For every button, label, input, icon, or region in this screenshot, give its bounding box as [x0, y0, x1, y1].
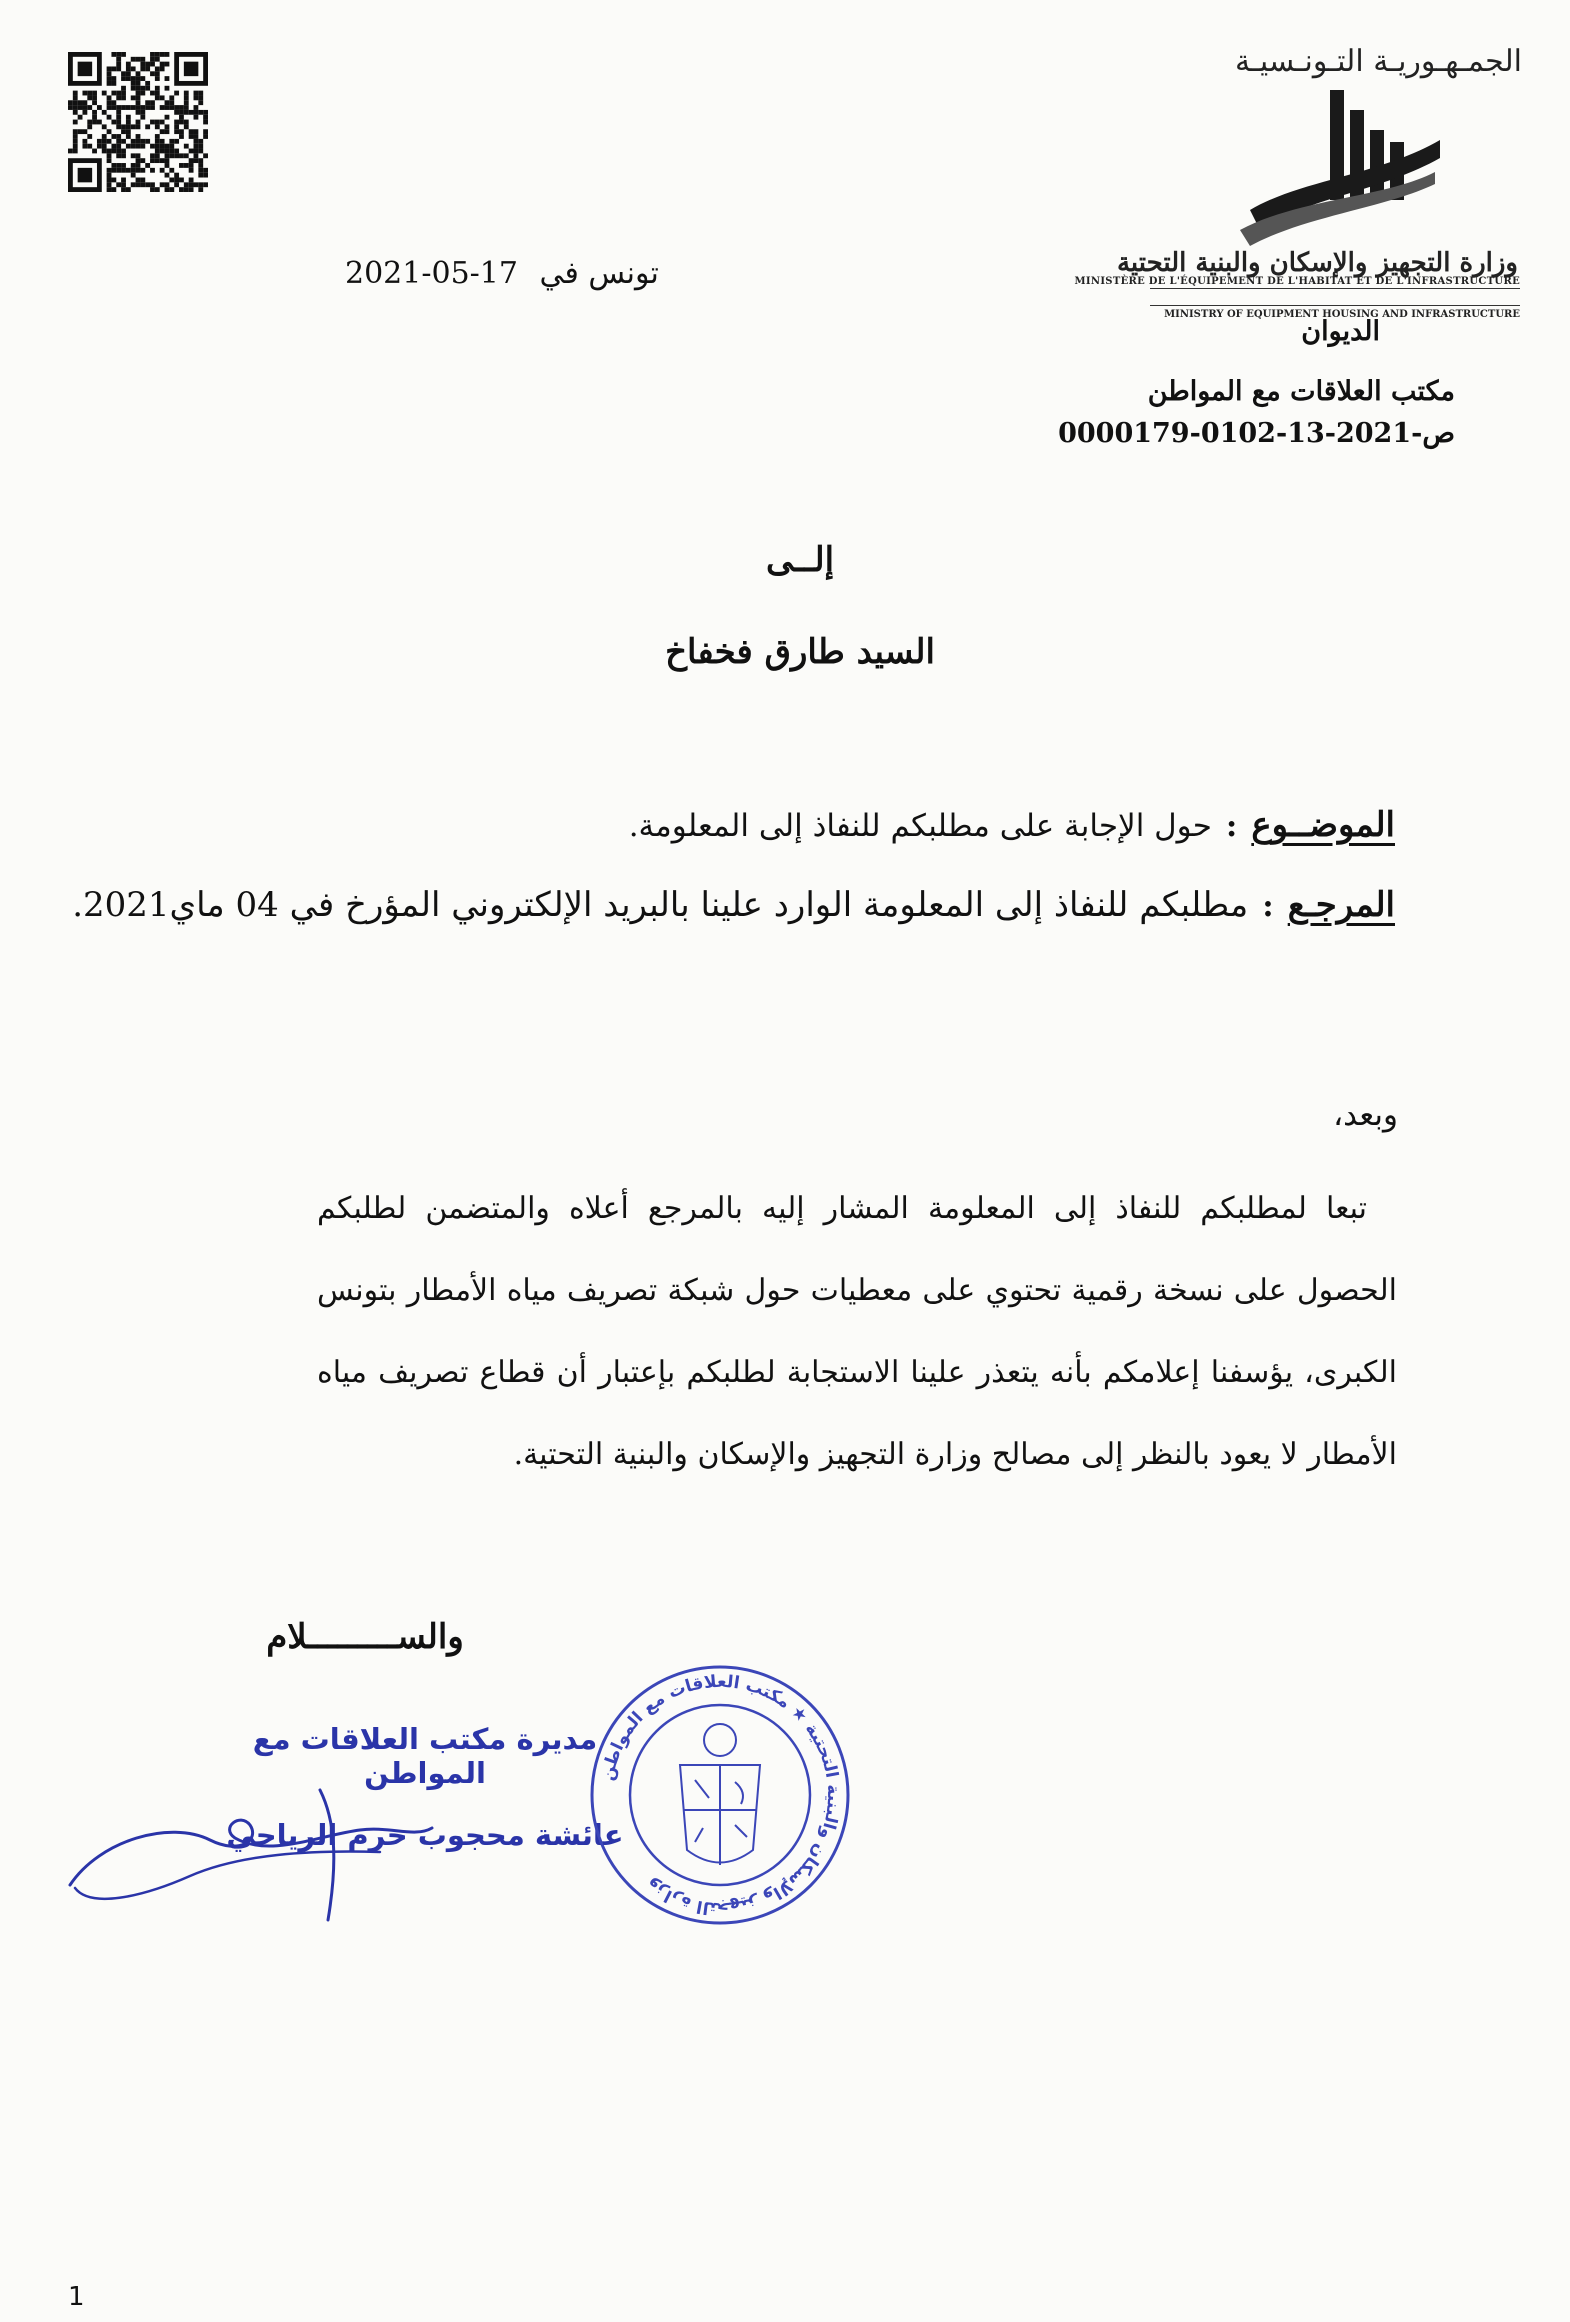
subject-separator: : — [1225, 808, 1238, 844]
addressee-name: السيد طارق فخفاخ — [665, 632, 935, 672]
reference-line — [72, 885, 1395, 925]
reference-label: المرجـع — [1287, 885, 1395, 925]
letter-date: 2021-05-17 — [345, 256, 518, 291]
date-line — [345, 256, 659, 291]
department-label: الديوان — [1301, 316, 1380, 347]
stamp-text: وزارة التجهيز والإسكان والبنية التحتية ★ مكتب العلاقات مع المواطن — [597, 1671, 844, 1919]
ministry-name-arabic: وزارة التجهيز والإسكان والبنية التحتية — [1116, 248, 1518, 278]
ministry-name-english: MINISTRY OF EQUIPMENT HOUSING AND INFRASTRUCTURE — [1164, 309, 1520, 320]
header-rule — [1150, 288, 1520, 289]
greeting: وبعد، — [1333, 1097, 1398, 1133]
official-stamp — [585, 1660, 855, 1930]
signatory-name: عائشة محجوب حرم الرياحي — [226, 1818, 624, 1852]
ministry-name-french: MINISTÈRE DE L'ÉQUIPEMENT DE L'HABITAT ET DE L'INFRASTRUCTURE — [1074, 276, 1520, 287]
bureau-label: مكتب العلاقات مع المواطن — [1147, 376, 1455, 407]
reference-separator: : — [1262, 888, 1274, 924]
republic-title: الجمـهـوريـة التـونـسيـة — [1235, 44, 1522, 79]
ministry-logo — [1210, 80, 1450, 250]
header-rule — [1150, 305, 1520, 306]
closing-salutation: والســـــــــلام — [266, 1617, 464, 1657]
signatory-title: مديرة مكتب العلاقات مع المواطن — [252, 1722, 598, 1790]
handwritten-signature — [60, 1780, 480, 1930]
body-paragraph-text: تبعا لمطلبكم للنفاذ إلى المعلومة المشار إليه بالمرجع أعلاه والمتضمن لطلبكم الحصول على نسخة رقمية تحتوي على معطيات حول شبكة تصريف مياه الأمطار بتونس الكبرى، يؤسفنا إعلامكم بأنه يتعذر علينا الاستجابة لطلبكم بإعتبار أن قطاع تصريف مياه الأمطار لا يعود بالنظر إلى مصالح وزارة التجهيز والإسكان والبنية التحتية. — [317, 1191, 1397, 1472]
subject-line — [629, 805, 1395, 845]
subject-text: حول الإجابة على مطلبكم للنفاذ إلى المعلومة. — [628, 808, 1212, 844]
reference-number: ص-2021-13-0102-0000179 — [1058, 418, 1455, 449]
date-city: تونس في — [539, 256, 659, 291]
body-paragraph — [317, 1168, 1397, 1496]
page-number: 1 — [68, 2282, 85, 2312]
to-label: إلــى — [765, 540, 835, 580]
qr-code — [68, 52, 208, 192]
subject-label: الموضــوع — [1251, 805, 1395, 845]
reference-text: مطلبكم للنفاذ إلى المعلومة الوارد علينا بالبريد الإلكتروني المؤرخ في 04 ماي2021. — [72, 885, 1249, 925]
